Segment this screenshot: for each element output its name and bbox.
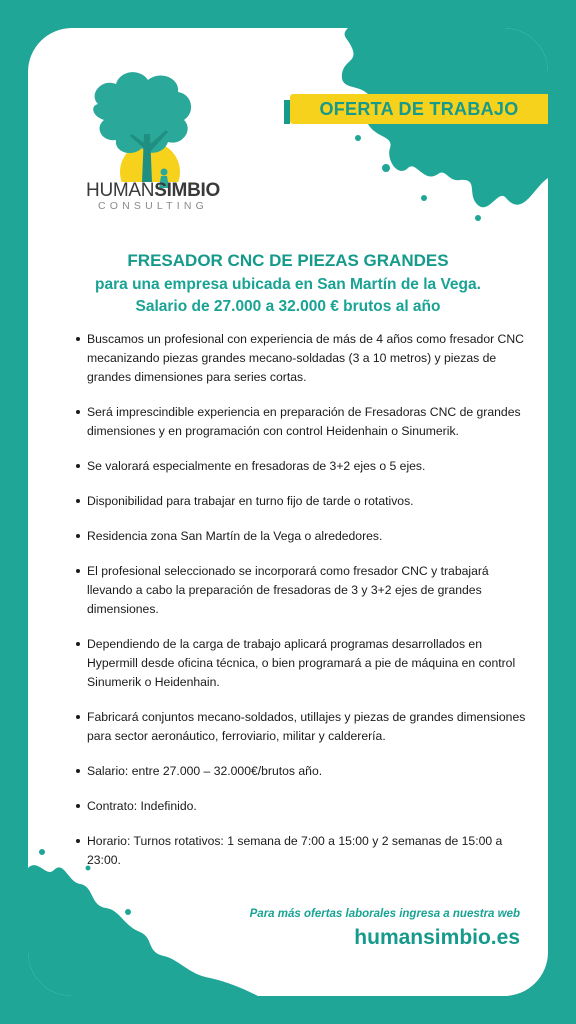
requirements-list [76, 330, 536, 886]
list-item: Dependiendo de la carga de trabajo aplicará programas desarrollados en Hypermill desde oficina técnica, o bien programará a pie de máquina en control Sinumerik o Heidenhain. [76, 635, 536, 692]
website-link[interactable]: humansimbio.es [354, 926, 520, 949]
list-item: Salario: entre 27.000 – 32.000€/brutos año. [76, 762, 536, 781]
logo-name-part1: HUMAN [86, 180, 155, 201]
job-offer-card [28, 28, 548, 996]
logo-wordmark [78, 180, 228, 202]
logo-subtitle: CONSULTING [97, 200, 209, 212]
list-item: Buscamos un profesional con experiencia de más de 4 años como fresador CNC mecanizando piezas grandes mecano-soldadas (3 a 10 metros) y piezas de grandes dimensiones para series cortas. [76, 330, 536, 387]
list-item: Fabricará conjuntos mecano-soldados, utillajes y piezas de grandes dimensiones para sector aeronáutico, ferroviario, militar y calderería. [76, 708, 536, 746]
footer-note: Para más ofertas laborales ingresa a nuestra web [249, 908, 520, 920]
salary-summary: Salario de 27.000 a 32.000 € brutos al año [135, 298, 441, 315]
company-location: para una empresa ubicada en San Martín de la Vega. [95, 276, 481, 293]
list-item: El profesional seleccionado se incorporará como fresador CNC y trabajará llevando a cabo la preparación de fresadoras de 3 y 3+2 ejes de grandes dimensiones. [76, 562, 536, 619]
tree-icon [68, 64, 218, 244]
list-item: Residencia zona San Martín de la Vega o alrededores. [76, 527, 536, 546]
list-item: Será imprescindible experiencia en preparación de Fresadoras CNC de grandes dimensiones y en programación con control Heidenhain o Sinumerik. [76, 403, 536, 441]
job-title: FRESADOR CNC DE PIEZAS GRANDES [127, 251, 449, 270]
list-item: Horario: Turnos rotativos: 1 semana de 7:00 a 15:00 y 2 semanas de 15:00 a 23:00. [76, 832, 536, 870]
top-right-paint-splash [328, 28, 548, 228]
list-item: Contrato: Indefinido. [76, 797, 536, 816]
offer-header [28, 250, 548, 318]
job-offer-badge: OFERTA DE TRABAJO [290, 94, 548, 124]
logo-name-part2: SIMBIO [154, 180, 220, 201]
list-item: Se valorará especialmente en fresadoras de 3+2 ejes o 5 ejes. [76, 457, 536, 476]
list-item: Disponibilidad para trabajar en turno fijo de tarde o rotativos. [76, 492, 536, 511]
